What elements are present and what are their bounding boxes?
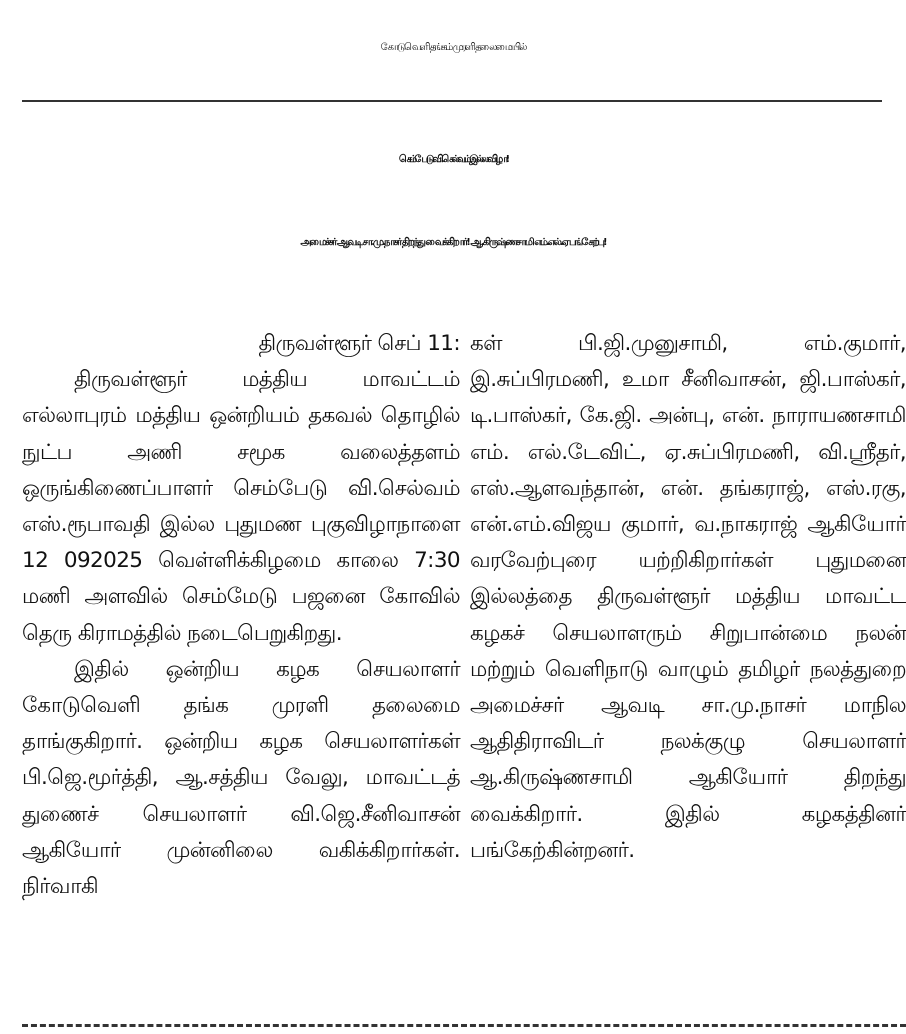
article-paragraph-2-part-1: இதில் ஒன்றிய கழக செயலாளர் கோடுவெளி தங்க முரளி தலைமை தாங்குகிறார். ஒன்றிய கழக செயலாளர்கள் பி.ஜெ.மூர்த்தி, ஆ.சத்திய வேலு, மாவட்டத் துணைச் செயலாளர் வி.ஜெ.சீனிவாசன் ஆகியோர் முன்னிலை வகிக்கிறார்கள். நிர்வாகி — [22, 656, 460, 900]
article-paragraph-2-part-2: கள் பி.ஜி.முனுசாமி, எம்.குமார், இ.சுப்பிரமணி, உமா சீனிவாசன், ஜி.பாஸ்கர், டி.பாஸ்கர், கே.ஜி. அன்பு, என். நாராயணசாமி எம். எல்.டேவிட், ஏ.சுப்பிரமணி, வி.ஸ்ரீதர், எஸ்.ஆளவந்தான், என். தங்கராஜ், எஸ்.ரகு, என்.எம்.விஜய குமார், வ.நாகராஜ் ஆகியோர் வரவேற்புரை யற்றிகிறார்கள் புதுமனை இல்லத்தை திருவள்ளூர் மத்திய மாவட்ட கழகச் செயலாளரும் சிறுபான்மை நலன் மற்றும் வெளிநாடு வாழும் தமிழர் நலத்துறை அமைச்சர் ஆவடி சா.மு.நாசர் மாநில ஆதிதிராவிடர் நலக்குழு செயலாளர் ஆ.கிருஷ்ணசாமி ஆகியோர் திறந்து வைக்கிறார். இதில் கழகத்தினர் பங்கேற்கின்றனர். — [470, 331, 906, 863]
main-headline: செம்பேடு வி.செல்வம் இல்ல விழா! — [398, 154, 508, 165]
bottom-dashed-divider — [22, 1024, 906, 1027]
article-column-right — [470, 326, 906, 869]
kicker-headline: கோடுவெளி தங்கம் முரளி தலைமையில் — [380, 42, 526, 53]
article-paragraph-1: திருவள்ளூர் மத்திய மாவட்டம் எல்லாபுரம் மத்திய ஒன்றியம் தகவல் தொழில் நுட்ப அணி சமூக வலைத்தளம் ஒருங்கிணைப்பாளர் செம்பேடு வி.செல்வம் எஸ்.ரூபாவதி இல்ல புதுமண புகுவிழாநாளை 12 092025 வெள்ளிக்கிழமை காலை 7:30 மணி அளவில் செம்மேடு பஜனை கோவில் தெரு கிராமத்தில் நடைபெறுகிறது. — [22, 367, 460, 646]
dateline: திருவள்ளூர் செப் 11: — [258, 331, 460, 356]
article-column-left — [22, 326, 460, 905]
sub-headline: அமைச்சர் ஆவடி சா.மு.நாசர் திறந்து வைக்கிறார்! ஆ.கிருஷ்ணசாமி எம்.எல்.ஏ பங்கேற்பு! — [300, 237, 606, 248]
headline-divider — [22, 100, 882, 102]
